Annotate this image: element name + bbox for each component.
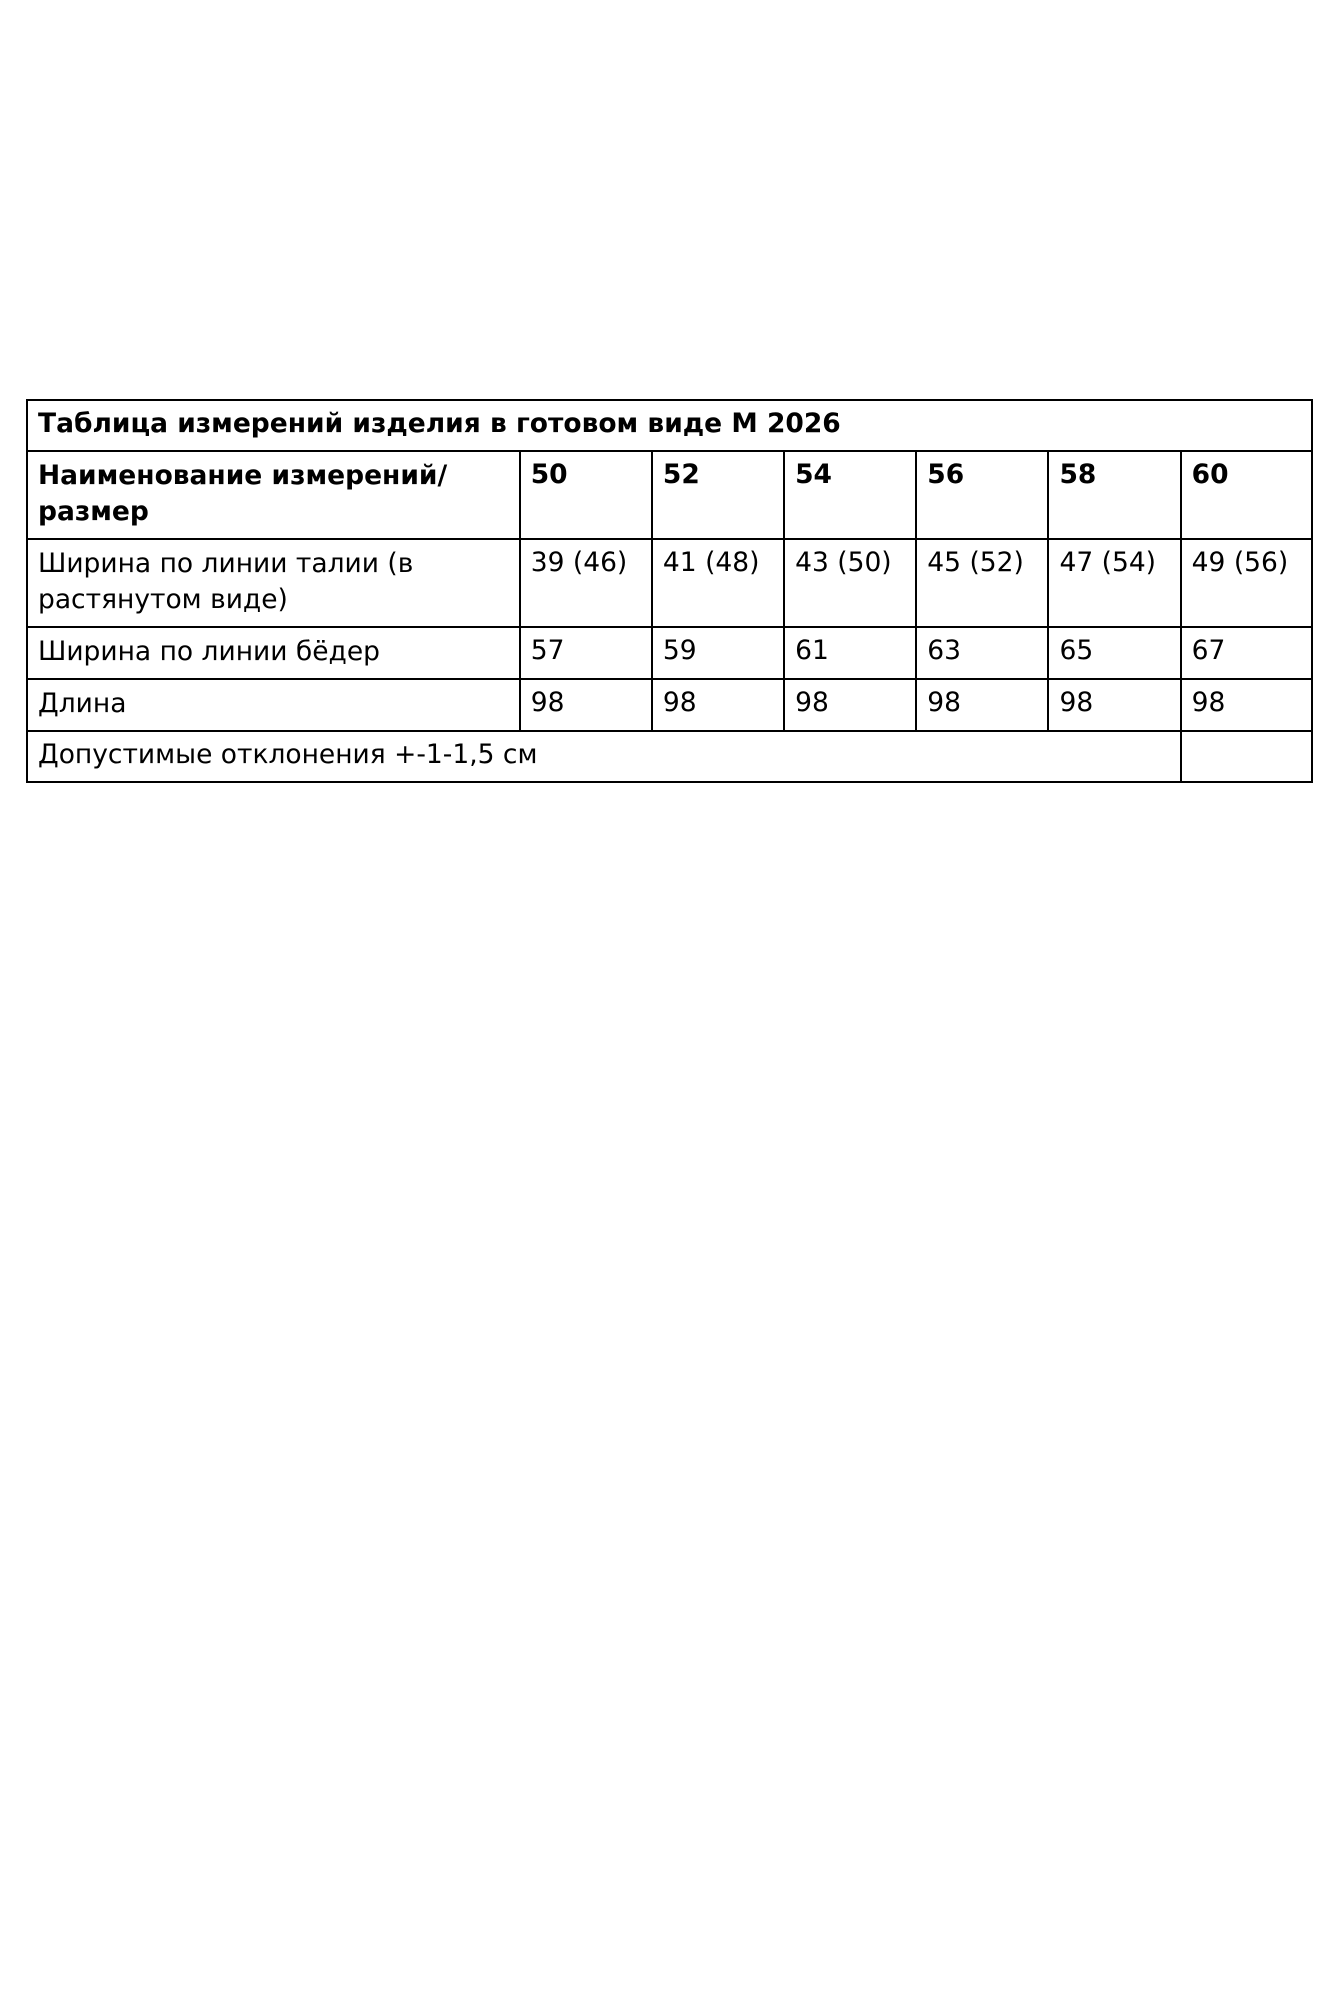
table-note: Допустимые отклонения +-1-1,5 см	[27, 731, 1181, 782]
table-note-row	[27, 731, 1312, 782]
table-row	[27, 679, 1312, 731]
header-size-50: 50	[520, 451, 652, 539]
table-row	[27, 627, 1312, 679]
cell-hip-54: 61	[784, 627, 916, 679]
header-size-52: 52	[652, 451, 784, 539]
header-size-54: 54	[784, 451, 916, 539]
cell-hip-58: 65	[1048, 627, 1180, 679]
table-note-empty-cell	[1181, 731, 1312, 782]
table-title: Таблица измерений изделия в готовом виде М 2026	[27, 400, 1312, 451]
table-row	[27, 539, 1312, 627]
table-title-row	[27, 400, 1312, 451]
measurements-table-container	[26, 399, 1313, 783]
cell-waist-50: 39 (46)	[520, 539, 652, 627]
header-size-60: 60	[1181, 451, 1312, 539]
header-name-label: Наименование измерений/размер	[27, 451, 520, 539]
cell-hip-60: 67	[1181, 627, 1312, 679]
cell-waist-58: 47 (54)	[1048, 539, 1180, 627]
header-size-56: 56	[916, 451, 1048, 539]
cell-length-52: 98	[652, 679, 784, 731]
cell-hip-50: 57	[520, 627, 652, 679]
measurements-table	[26, 399, 1313, 783]
header-size-58: 58	[1048, 451, 1180, 539]
cell-hip-52: 59	[652, 627, 784, 679]
cell-waist-60: 49 (56)	[1181, 539, 1312, 627]
cell-length-60: 98	[1181, 679, 1312, 731]
cell-hip-56: 63	[916, 627, 1048, 679]
row-label-length: Длина	[27, 679, 520, 731]
cell-waist-52: 41 (48)	[652, 539, 784, 627]
cell-waist-56: 45 (52)	[916, 539, 1048, 627]
table-header-row	[27, 451, 1312, 539]
cell-length-50: 98	[520, 679, 652, 731]
row-label-waist-width: Ширина по линии талии (в растянутом виде)	[27, 539, 520, 627]
row-label-hip-width: Ширина по линии бёдер	[27, 627, 520, 679]
cell-length-58: 98	[1048, 679, 1180, 731]
cell-length-54: 98	[784, 679, 916, 731]
cell-waist-54: 43 (50)	[784, 539, 916, 627]
cell-length-56: 98	[916, 679, 1048, 731]
